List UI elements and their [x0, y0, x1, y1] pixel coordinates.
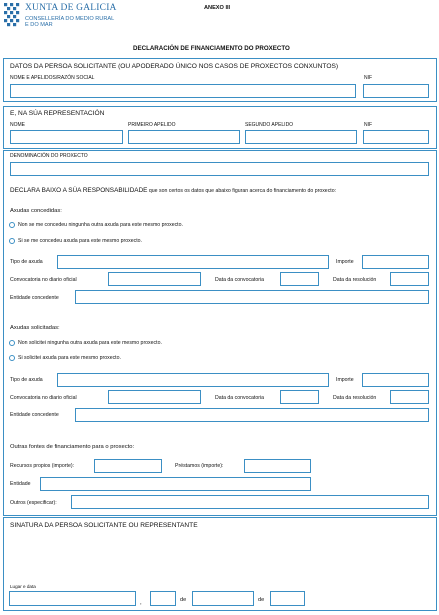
requested-entity-field[interactable]: [75, 408, 429, 422]
granted-amount-label: Importe: [336, 259, 354, 265]
rep-nif-field[interactable]: [363, 130, 429, 144]
day-field[interactable]: [150, 591, 176, 606]
own-resources-label: Recursos propios (importe):: [10, 463, 75, 469]
declaration-bold: DECLARA BAIXO A SÚA RESPONSABILIDADE: [10, 187, 148, 194]
requested-resolution-date-field[interactable]: [390, 390, 429, 404]
requested-call-label: Convocatoria no diario oficial: [10, 395, 77, 401]
granted-yes-radio[interactable]: [9, 238, 15, 244]
representative-heading: E, NA SÚA REPRESENTACIÓN: [10, 110, 105, 117]
place-comma: ,: [140, 600, 142, 606]
rep-name-label: NOME: [10, 122, 25, 128]
applicant-nif-label: NIF: [364, 75, 373, 81]
date-separator-1: de: [180, 597, 187, 603]
date-separator-2: de: [258, 597, 265, 603]
own-resources-field[interactable]: [94, 459, 162, 473]
rep-name-field[interactable]: [10, 130, 123, 144]
rep-first-surname-field[interactable]: [128, 130, 240, 144]
others-label: Outros (especificar):: [10, 500, 57, 506]
granted-call-date-label: Data da convocatoria: [215, 277, 265, 283]
page-title: DECLARACIÓN DE FINANCIAMENTO DO PROXECTO: [133, 45, 290, 52]
place-date-label: Lugar e data: [10, 584, 36, 589]
requested-heading: Axudas solicitadas:: [10, 325, 60, 331]
granted-no-radio[interactable]: [9, 222, 15, 228]
granted-call-field[interactable]: [108, 272, 201, 286]
granted-entity-label: Entidade concedente: [10, 295, 59, 301]
project-section: [3, 150, 437, 516]
logo-ministry-line1: CONSELLERÍA DO MEDIO RURAL: [25, 16, 115, 22]
requested-call-field[interactable]: [108, 390, 201, 404]
project-name-label: DENOMINACIÓN DO PROXECTO: [10, 153, 88, 159]
other-entity-field[interactable]: [40, 477, 311, 491]
applicant-nif-field[interactable]: [363, 84, 429, 98]
requested-resolution-date-label: Data da resolución: [333, 395, 377, 401]
rep-second-surname-label: SEGUNDO APELIDO: [245, 122, 294, 128]
granted-no-label: Non se me concedeu ningunha outra axuda para este mesmo proxecto.: [18, 222, 183, 228]
granted-entity-field[interactable]: [75, 290, 429, 304]
logo-ministry-line2: E DO MAR: [25, 22, 53, 28]
logo-name: XUNTA DE GALICIA: [25, 3, 117, 13]
requested-entity-label: Entidade concedente: [10, 412, 59, 418]
granted-heading: Axudas concedidas:: [10, 208, 62, 214]
requested-yes-label: Si solicitei axuda para este mesmo proxecto.: [18, 355, 121, 361]
loans-label: Préstamos (importe):: [175, 463, 224, 469]
granted-resolution-date-label: Data da resolución: [333, 277, 377, 283]
requested-call-date-field[interactable]: [280, 390, 319, 404]
requested-amount-label: Importe: [336, 377, 354, 383]
requested-amount-field[interactable]: [362, 373, 429, 387]
annex-label: ANEXO III: [204, 5, 231, 11]
declaration-rest: que son certos os datos que abaixo figuran acerca do financiamento do proxecto:: [147, 188, 337, 194]
granted-yes-label: Si se me concedeu axuda para este mesmo proxecto.: [18, 238, 142, 244]
rep-second-surname-field[interactable]: [245, 130, 357, 144]
other-entity-label: Entidade: [10, 481, 31, 487]
requested-yes-radio[interactable]: [9, 355, 15, 361]
granted-call-date-field[interactable]: [280, 272, 319, 286]
granted-call-label: Convocatoria no diario oficial: [10, 277, 77, 283]
rep-nif-label: NIF: [364, 122, 373, 128]
applicant-name-field[interactable]: [10, 84, 356, 98]
others-field[interactable]: [71, 495, 429, 509]
requested-aid-type-field[interactable]: [57, 373, 329, 387]
month-field[interactable]: [192, 591, 254, 606]
year-field[interactable]: [270, 591, 305, 606]
requested-call-date-label: Data da convocatoria: [215, 395, 265, 401]
declaration-text: [10, 188, 336, 194]
xunta-logo: [3, 2, 123, 30]
requested-no-label: Non solicitei ningunha outra axuda para este mesmo proxecto.: [18, 340, 162, 346]
loans-field[interactable]: [244, 459, 311, 473]
applicant-heading: DATOS DA PERSOA SOLICITANTE (OU APODERADO ÚNICO NOS CASOS DE PROXECTOS CONXUNTOS): [10, 63, 339, 70]
other-heading: Outras fontes de financiamento para o proxecto:: [10, 444, 135, 450]
place-field[interactable]: [9, 591, 136, 606]
applicant-name-label: NOME E APELIDOS/RAZÓN SOCIAL: [10, 75, 95, 81]
granted-aid-type-field[interactable]: [57, 255, 329, 269]
project-name-field[interactable]: [10, 162, 429, 176]
galicia-crest-icon: [3, 2, 21, 28]
requested-aid-type-label: Tipo de axuda: [10, 377, 43, 383]
signature-heading: SINATURA DA PERSOA SOLICITANTE OU REPRESENTANTE: [10, 522, 198, 529]
granted-aid-type-label: Tipo de axuda: [10, 259, 43, 265]
requested-no-radio[interactable]: [9, 340, 15, 346]
rep-first-surname-label: PRIMEIRO APELIDO: [128, 122, 176, 128]
granted-amount-field[interactable]: [362, 255, 429, 269]
granted-resolution-date-field[interactable]: [390, 272, 429, 286]
